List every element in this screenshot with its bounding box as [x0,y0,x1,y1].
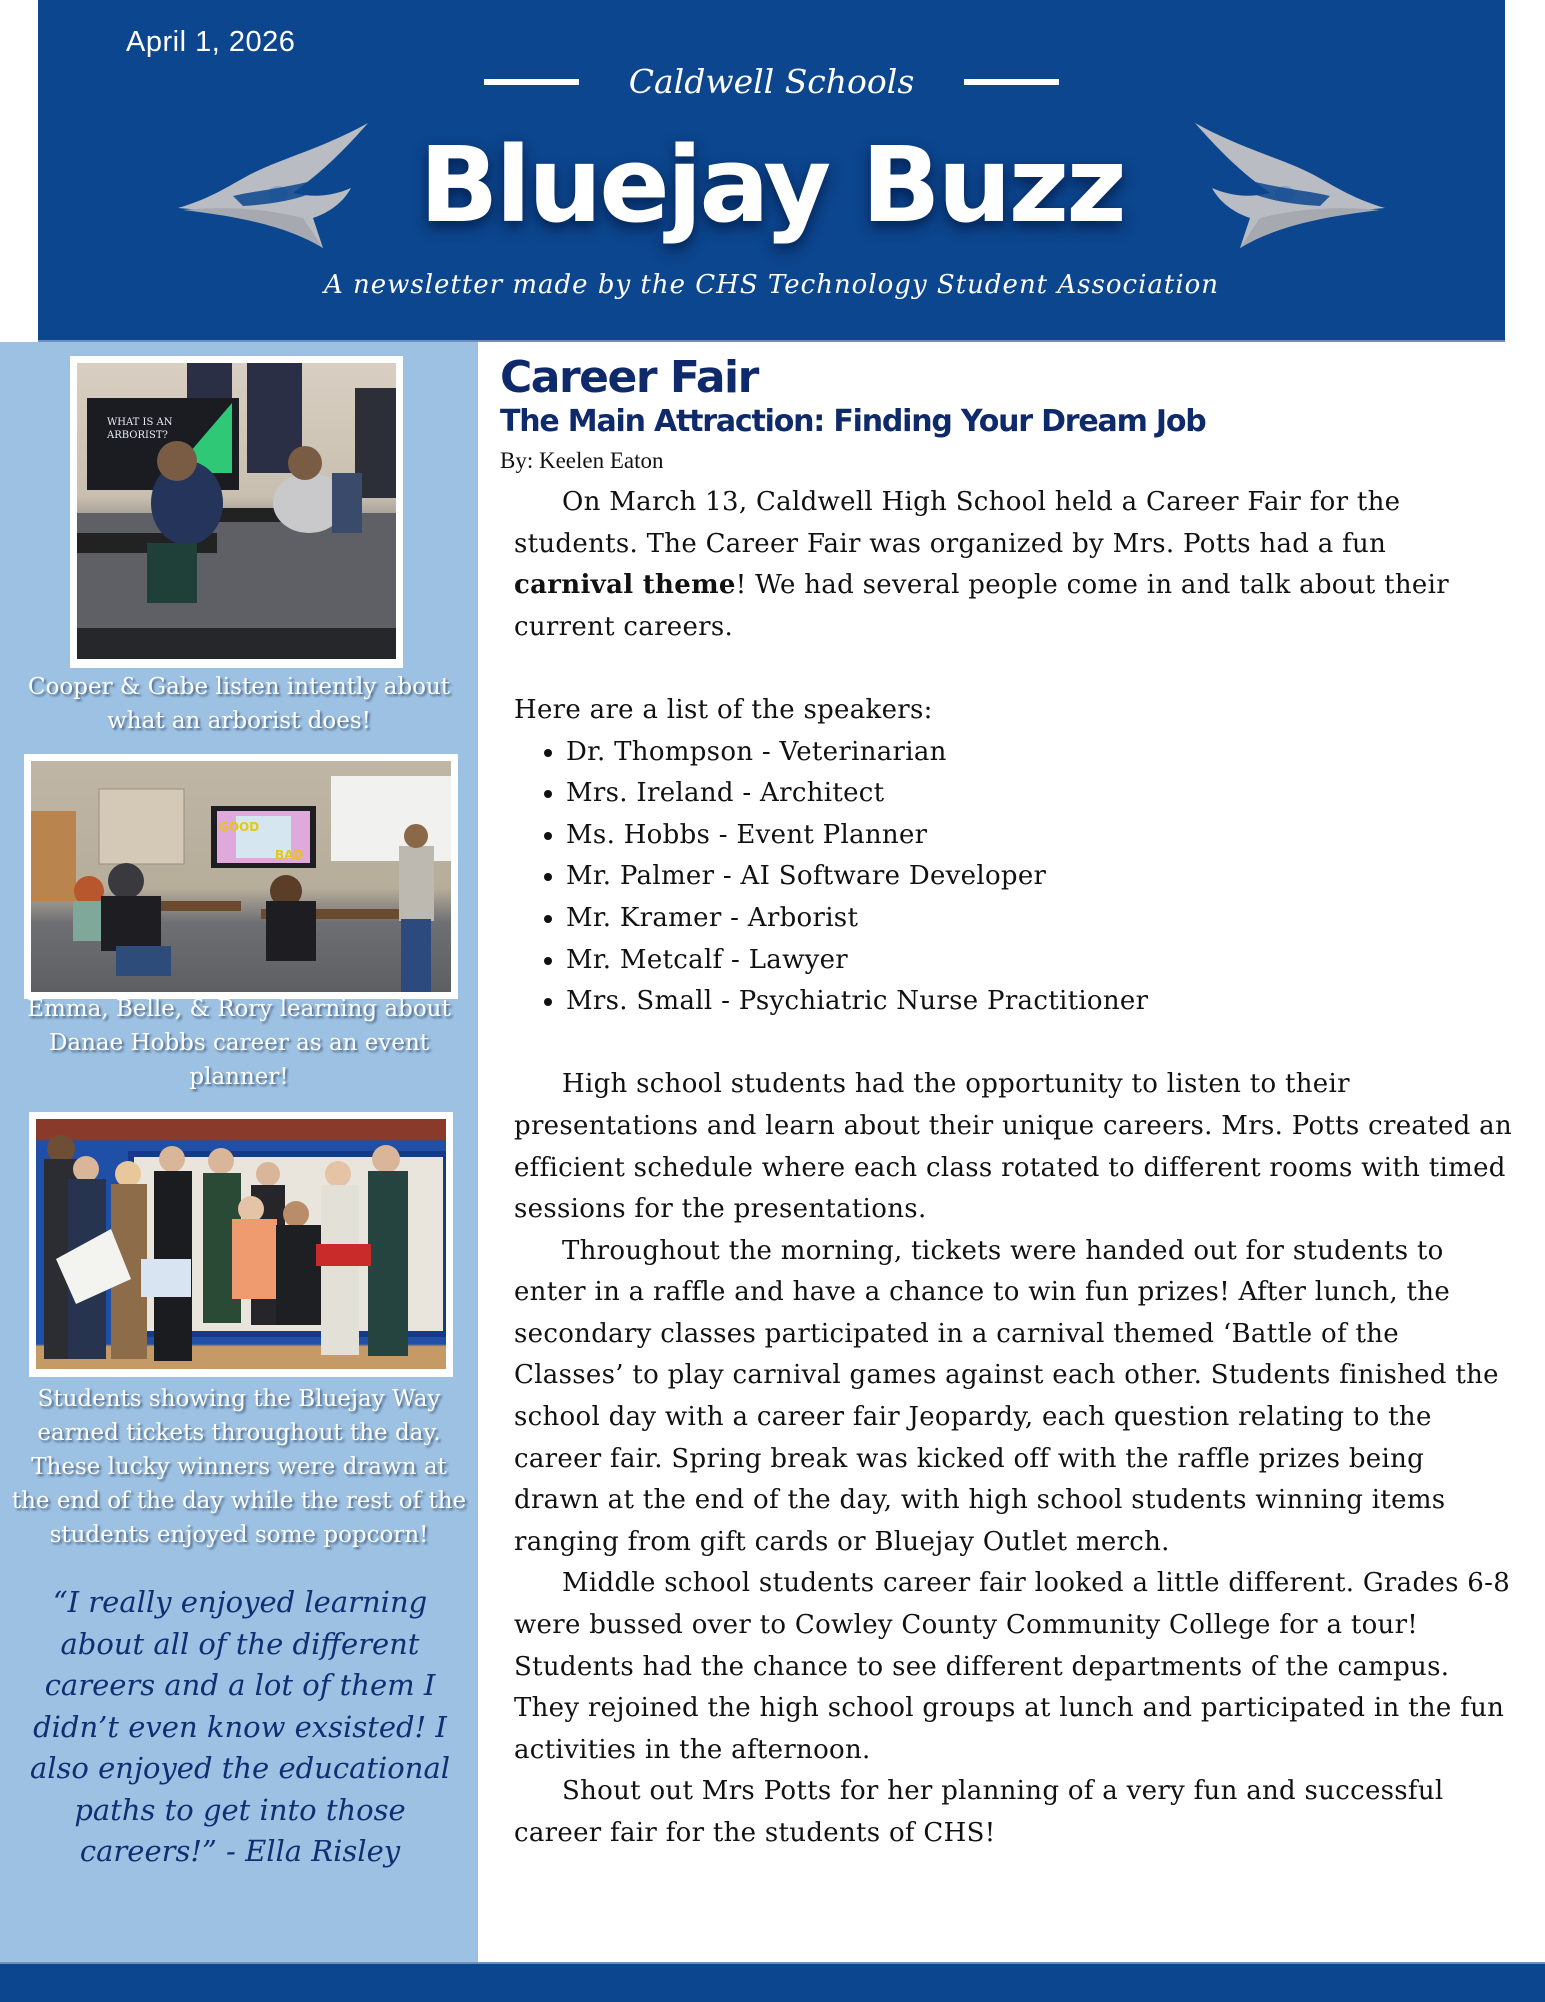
masthead [38,0,1505,342]
photo-arborist [77,363,396,659]
photo-raffle-winners [36,1119,446,1369]
spacer [514,1023,1514,1065]
issue-date: April 1, 2026 [126,26,296,58]
photo-arborist-scene [77,363,396,659]
speaker-item: • Mrs. Ireland - Architect [566,773,1514,815]
speaker-item: • Mrs. Small - Psychiatric Nurse Practitioner [566,981,1514,1023]
slide-title-line2: ARBORIST? [107,430,168,441]
intro-text-start: On March 13, Caldwell High School held a Career Fair for the students. The Career Fair was organized by Mrs. Potts had a fun [514,487,1401,559]
intro-paragraph [514,482,1514,648]
school-name: Caldwell Schools [628,62,915,101]
caption-raffle-winners: Students showing the Bluejay Way earned tickets throughout the day. These lucky winners were drawn at the end of the day while the rest of the students enjoyed some popcorn! [11,1386,467,1548]
photo-event-planner [31,761,451,992]
body-paragraph: Throughout the morning, tickets were handed out for students to enter in a raffle and have a chance to win fun prizes! After lunch, the secondary classes participated in a carnival themed ‘Battle of the Classes’ to play carnival games against each other. Students finished the school day with a career fair Jeopardy, each question relating to the career fair. Spring break was kicked off with the raffle prizes being drawn at the end of the day, with high school students winning items ranging from gift cards or Bluejay Outlet merch. [514,1235,1499,1557]
body-paragraph: High school students had the opportunity to listen to their presentations and learn about their unique careers. Mrs. Potts created an efficient schedule where each class rotated to different rooms with timed sessions for the presentations. [514,1069,1512,1225]
caption-event-planner: Emma, Belle, & Rory learning about Danae Hobbs career as an event planner! [27,996,451,1090]
article-subtitle: The Main Attraction: Finding Your Dream Job [500,404,1206,439]
article-byline: By: Keelen Eaton [500,448,664,473]
intro-bold-text: carnival theme [514,570,736,601]
speaker-item: • Ms. Hobbs - Event Planner [566,815,1514,857]
school-row [38,62,1505,101]
caption-arborist: Cooper & Gabe listen intently about what an arborist does! [27,674,451,734]
photo-sidebar [0,342,478,1962]
speaker-list [514,732,1514,1023]
divider-left [484,79,579,85]
newsletter-tagline: A newsletter made by the CHS Technology Student Association [323,270,1220,300]
body-paragraph: Shout out Mrs Potts for her planning of a very fun and successful career fair for the students of CHS! [514,1776,1444,1848]
photo-raffle-winners-scene [36,1119,446,1369]
speakers-heading: Here are a list of the speakers: [514,694,933,725]
article-body [514,482,1514,1855]
speaker-item: • Mr. Kramer - Arborist [566,898,1514,940]
slide-good: GOOD [219,820,260,834]
bluejay-head-icon [1190,118,1390,253]
speaker-item: • Mr. Metcalf - Lawyer [566,940,1514,982]
student-quote: “I really enjoyed learning about all of the different careers and a lot of them I didn’t even know exsisted! I also enjoyed the educational paths to get into those careers!” - Ella Risley [29,1585,451,1868]
divider-right [964,79,1059,85]
speaker-item: • Dr. Thompson - Veterinarian [566,732,1514,774]
photo-event-planner-scene [31,761,451,992]
spacer [514,648,1514,690]
speaker-item: • Mr. Palmer - AI Software Developer [566,856,1514,898]
intro-text-end: ! We had several people come in and talk about their current careers. [514,570,1449,642]
slide-bad: BAD [275,848,304,862]
slide-title-line1: WHAT IS AN [107,417,173,428]
article-title: Career Fair [500,352,758,403]
footer-bar [0,1962,1545,2002]
body-paragraph: Middle school students career fair looked a little different. Grades 6-8 were bussed over to Cowley County Community College for a tour! Students had the chance to see different departments of the campus. They rejoined the high school groups at lunch and participated in the fun activities in the afternoon. [514,1568,1511,1765]
newsletter-title: Bluejay Buzz [419,124,1124,246]
